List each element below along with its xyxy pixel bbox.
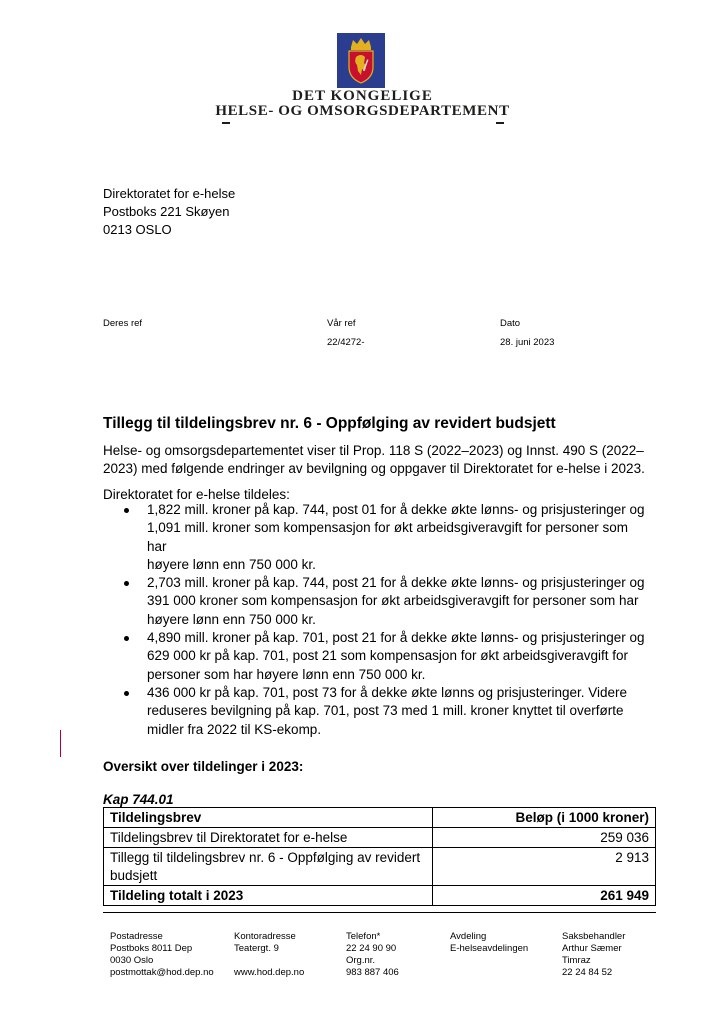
footer-text: Timraz [562,955,591,966]
var-ref-value: 22/4272- [327,337,365,348]
revision-margin-mark [60,730,61,757]
recipient-name: Direktoratet for e-helse [103,186,236,201]
deres-ref-label: Deres ref [103,318,143,329]
intro-line-2: 2023) med følgende endringer av bevilgning og oppgaver til Direktoratet for e-helse i 2023. [103,461,645,476]
footer-label: Telefon* [346,931,381,942]
footer-postadresse [110,931,214,979]
bullet-icon [124,636,129,641]
footer-text: Teatergt. 9 [234,943,279,954]
kap-heading: Kap 744.01 [103,792,174,807]
bullet-icon [124,691,129,696]
table-row [104,848,656,886]
department-underline-right [496,122,504,124]
bullet-icon [124,508,129,513]
bullet-line: personer som har høyere lønn enn 750 000 kr. [147,666,426,682]
footer-email-link[interactable]: postmottak@hod.dep.no [110,967,214,978]
footer-spacer [234,955,304,967]
allocations-intro: Direktoratet for e-helse tildeles: [103,487,290,502]
intro-line-1: Helse- og omsorgsdepartementet viser til Prop. 118 S (2022–2023) og Innst. 490 S (2022– [103,443,644,458]
bullet-line: 1,822 mill. kroner på kap. 744, post 01 for å dekke økte lønns- og prisjusteringer og [147,502,645,517]
footer-telefon [346,931,399,979]
footer-text: 0030 Oslo [110,955,154,966]
table-cell: 261 949 [433,886,656,906]
allocation-list [103,501,648,739]
bullet-line: 391 000 kroner som kompensasjon for økt arbeidsgiveravgift for personer som har [147,593,639,609]
table-header-cell: Beløp (i 1000 kroner) [433,808,656,828]
table-cell: Tildeling totalt i 2023 [104,886,433,906]
overview-heading: Oversikt over tildelinger i 2023: [103,759,304,774]
footer-website-link[interactable]: www.hod.dep.no [234,967,305,978]
footer-text: 983 887 406 [346,967,399,978]
footer-text: 22 24 84 52 [562,967,613,978]
department-name-line1: DET KONGELIGE [292,88,433,104]
date-label: Dato [500,318,521,329]
footer-text: Postboks 8011 Dep [110,943,193,954]
table-header-row [104,808,656,828]
table-cell: Tildelingsbrev til Direktoratet for e-helse [104,828,433,848]
bullet-line: 1,091 mill. kroner som kompensasjon for økt arbeidsgiveravgift for personer som har [147,520,628,554]
footer-divider [103,912,656,913]
footer-label: Saksbehandler [562,931,626,942]
footer-text: Arthur Sæmer [562,943,622,954]
table-row [104,828,656,848]
recipient-city: 0213 OSLO [103,222,172,237]
bullet-line: høyere lønn enn 750 000 kr. [147,556,316,572]
list-item [103,684,648,739]
letter-title: Tillegg til tildelingsbrev nr. 6 - Oppfølging av revidert budsjett [103,415,556,432]
table-cell: 259 036 [433,828,656,848]
department-underline-left [222,122,230,124]
list-item [103,629,648,684]
cell-line: budsjett [110,868,158,883]
footer-label: Postadresse [110,931,163,942]
bullet-line: 436 000 kr på kap. 701, post 73 for å dekke økte lønns og prisjusteringer. Videre [147,684,628,700]
footer-saksbehandler [562,931,625,979]
list-item [103,501,648,574]
bullet-line: høyere lønn enn 750 000 kr. [147,611,316,627]
bullet-line: midler fra 2022 til KS-ekomp. [147,721,322,737]
footer-text: E-helseavdelingen [450,943,529,954]
bullet-line: 629 000 kr på kap. 701, post 21 som kompensasjon for økt arbeidsgiveravgift for [147,648,629,664]
recipient-street: Postboks 221 Skøyen [103,204,230,219]
date-value: 28. juni 2023 [500,337,555,348]
footer-kontoradresse [234,931,304,979]
cell-line: Tillegg til tildelingsbrev nr. 6 - Oppfølging av revidert [110,850,421,865]
list-item [103,574,648,629]
var-ref-label: Vår ref [327,318,356,329]
table-header-cell: Tildelingsbrev [104,808,433,828]
table-total-row [104,886,656,906]
footer-text: Org.nr. [346,955,376,966]
royal-coat-of-arms-icon [337,33,385,88]
bullet-line: 2,703 mill. kroner på kap. 744, post 21 for å dekke økte lønns- og prisjusteringer og [147,575,645,591]
allocation-table [103,807,656,906]
bullet-line: reduseres bevilgning på kap. 701, post 73 med 1 mill. kroner knyttet til overførte [147,703,624,719]
bullet-line: 4,890 mill. kroner på kap. 701, post 21 for å dekke økte lønns- og prisjusteringer og [147,630,645,646]
footer-label: Kontoradresse [234,931,296,942]
bullet-icon [124,581,129,586]
table-cell [104,848,433,886]
table-cell: 2 913 [433,848,656,886]
footer-label: Avdeling [450,931,487,942]
footer-text: 22 24 90 90 [346,943,397,954]
department-name-line2: HELSE- OG OMSORGSDEPARTEMENT [215,103,510,119]
footer-avdeling [450,931,528,955]
